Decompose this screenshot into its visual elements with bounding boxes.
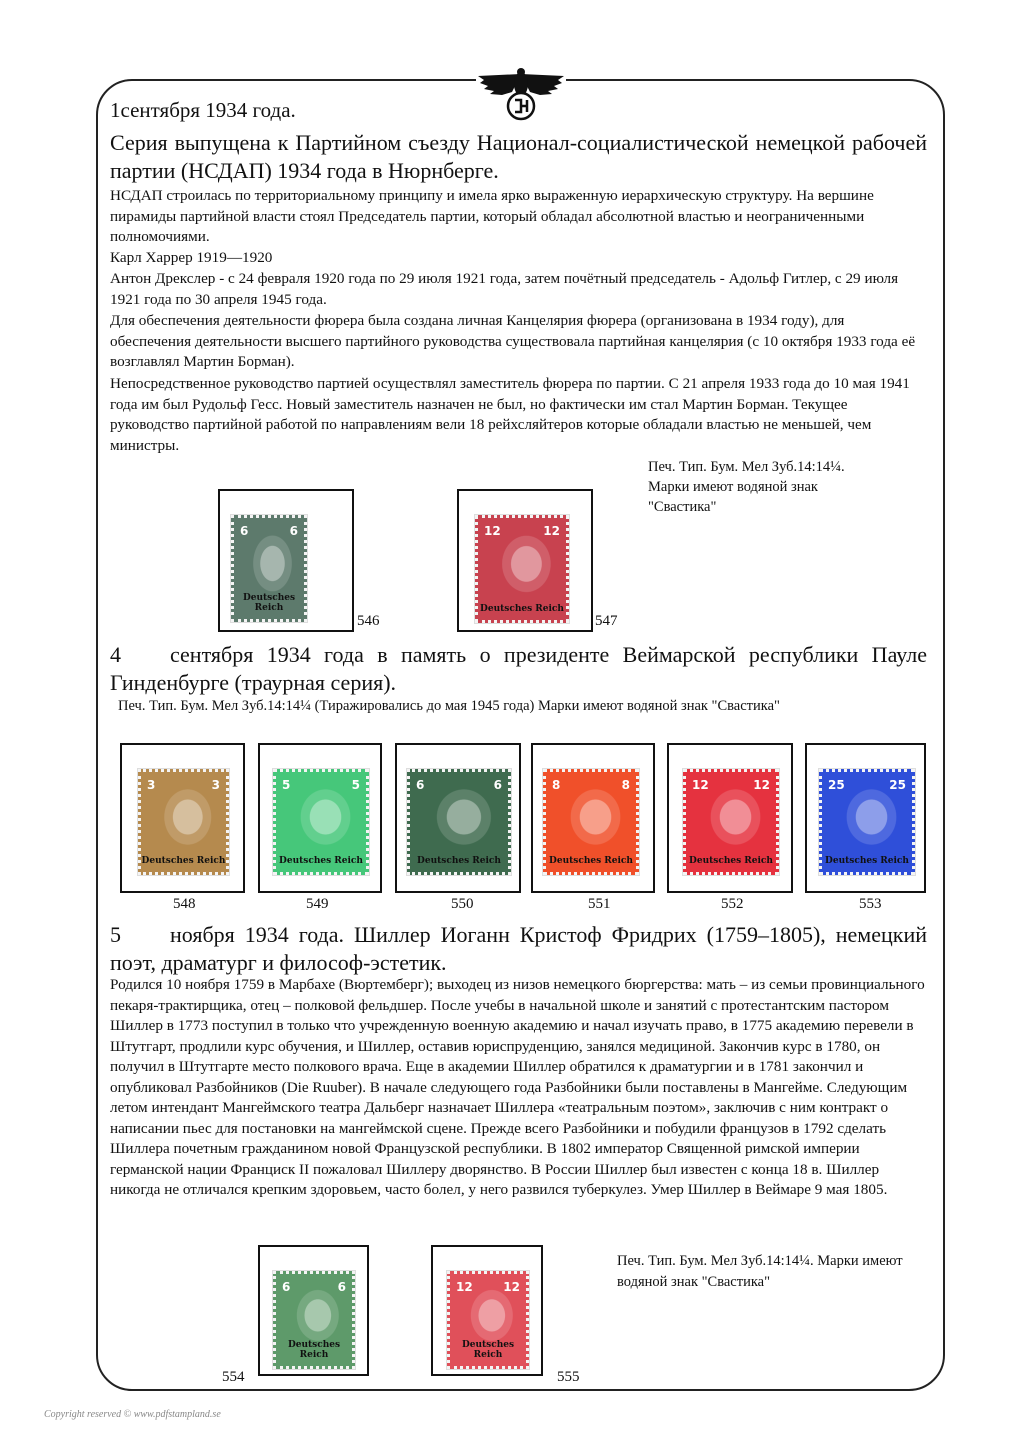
section3-tech-info: Печ. Тип. Бум. Мел Зуб.14:14¼. Марки имеют водяной знак "Свастика" [617,1253,903,1290]
section1-date: 1сентября 1934 года. [110,98,296,122]
stamp-frame-547 [457,489,593,632]
stamp-frame-549 [258,743,382,893]
stamp-552 [683,769,779,875]
stamp-denomination: 3 [147,778,156,792]
section1-para4: Для обеспечения деятельности фюрера была создана личная Канцелярия фюрера (организована в 1934 году), для обеспечения деятельности высшего партийного руководства существовала партийная канцелярия (с 10 октября 1933 года её возглавлял Мартин Борман). [110,312,916,370]
stamp-number-553: 553 [859,896,882,912]
stamp-denomination: 3 [211,778,220,792]
stamp-555 [447,1271,529,1369]
stamp-551 [543,769,639,875]
stamp-number-550: 550 [451,896,474,912]
stamp-546 [231,515,307,622]
section2-tech-info: Печ. Тип. Бум. Мел Зуб.14:14¼ (Тиражировались до мая 1945 года) Марки имеют водяной знак "Свастика" [118,698,780,714]
stamp-denomination: 6 [289,524,298,538]
eagle-emblem-icon [476,66,566,124]
section1-para1: НСДАП строилась по территориальному принципу и имела ярко выраженную иерархическую структуру. На вершине пирамиды партийной власти стоял Председатель партии, который обладал абсолютной властью и неограниченными полномочиями. [110,187,874,245]
section1-heading: Серия выпущена к Партийном съезду Национал-социалистической немецкой рабочей партии (НСДАП) 1934 года в Нюрнберге. [110,130,927,183]
section2-date-number: 4 [110,642,121,667]
stamp-denomination: 5 [282,778,291,792]
stamp-number-546: 546 [357,613,380,629]
stamp-number-555: 555 [557,1369,580,1385]
stamp-denomination: 8 [621,778,630,792]
stamp-547 [475,515,569,623]
stamp-number-548: 548 [173,896,196,912]
stamp-denomination: 12 [503,1280,520,1294]
stamp-denomination: 12 [692,778,709,792]
stamp-country: Deutsches Reich [287,1340,341,1360]
stamp-number-552: 552 [721,896,744,912]
stamp-denomination: 6 [282,1280,291,1294]
stamp-frame-552 [667,743,793,893]
stamp-denomination: 12 [484,524,501,538]
stamp-frame-551 [531,743,655,893]
stamp-denomination: 6 [337,1280,346,1294]
stamp-country: Deutsches Reich [141,856,226,866]
stamp-country: Deutsches Reich [279,856,363,866]
stamp-553 [819,769,915,875]
stamp-number-551: 551 [588,896,611,912]
stamp-frame-555 [431,1245,543,1376]
stamp-denomination: 8 [552,778,561,792]
stamp-548 [138,769,229,875]
section1-tech-info: Печ. Тип. Бум. Мел Зуб.14:14¼. Марки имеют водяной знак "Свастика" [648,459,845,515]
section2-heading: сентября 1934 года в память о президенте Веймарской республики Пауле Гинденбурге (траурная серия). [110,642,927,695]
stamp-number-554: 554 [222,1369,245,1385]
section1-para5: Непосредственное руководство партией осуществлял заместитель фюрера по партии. С 21 апреля 1933 года до 10 мая 1941 года им был Рудольф Гесс. Новый заместитель назначен не был, но фактически им стал Мартин Борман. Текущее руководство партийной работой по направлениям вели 18 рейхсляйтеров которые обладали властью не меньшей, чем министры. [110,375,910,454]
stamp-denomination: 6 [416,778,425,792]
stamp-denomination: 12 [753,778,770,792]
stamp-frame-548 [120,743,245,893]
stamp-frame-554 [258,1245,369,1376]
stamp-550 [407,769,511,875]
stamp-denomination: 12 [456,1280,473,1294]
stamp-country: Deutsches Reich [549,856,633,866]
stamp-number-549: 549 [306,896,329,912]
stamp-frame-550 [395,743,521,893]
stamp-549 [273,769,369,875]
stamp-denomination: 25 [828,778,845,792]
stamp-denomination: 6 [493,778,502,792]
stamp-country: Deutsches Reich [417,856,501,866]
stamp-denomination: 25 [889,778,906,792]
section3-heading: ноября 1934 года. Шиллер Иоганн Кристоф Фридрих (1759–1805), немецкий поэт, драматург и философ-эстетик. [110,922,927,975]
copyright-footer: Copyright reserved © www.pdfstampland.se [44,1409,221,1420]
stamp-554 [273,1271,355,1369]
stamp-frame-553 [805,743,926,893]
stamp-number-547: 547 [595,613,618,629]
stamp-denomination: 12 [543,524,560,538]
stamp-country: Deutsches Reich [480,604,564,614]
stamp-denomination: 5 [351,778,360,792]
stamp-country: Deutsches Reich [689,856,773,866]
section3-para1: Родился 10 ноября 1759 в Марбахе (Вюртемберг); выходец из низов немецкого бюргерства: мать – из семьи провинциального пекаря-трактирщика, отец – полковой фельдшер. После учебы в начальной школе и занятий с протестантским пастором Шиллер в 1773 поступил в только что учрежденную военную академию и начал изучать право, в 1775 академию перевели в Штутгарт, продлили курс обучения, и Шиллер, оставив юриспруденцию, занялся медициной. Закончив курс в 1780, он получил в Штутгарте место полкового врача. Еще в академии Шиллер обратился к драматургии и в 1781 закончил и опубликовал Разбойников (Die Ruuber). В начале следующего года Разбойники были поставлены в Мангейме. Следующим летом интендант Мангеймского театра Дальберг назначает Шиллера «театральным поэтом», заключив с ним контракт о написании пьес для постановки на мангеймской сцене. Прежде всего Разбойники и побудили французов в 1792 сделать Шиллера почетным гражданином новой Французской республики. В 1802 император Священной римской империи германской нации Франциск II пожаловал Шиллеру дворянство. В России Шиллер был известен с конца 18 в. Шиллер никогда не отличался крепким здоровьем, часто болел, у него развился туберкулез. Умер Шиллер в Веймаре 9 мая 1805. [110,976,925,1198]
section3-date-number: 5 [110,922,121,947]
stamp-denomination: 6 [240,524,249,538]
stamp-country: Deutsches Reich [825,856,909,866]
section1-para2: Карл Харрер 1919—1920 [110,249,273,266]
section1-para3: Антон Дрекслер - с 24 февраля 1920 года по 29 июля 1921 года, затем почётный председатель - Адольф Гитлер, с 29 июля 1921 года по 30 апреля 1945 года. [110,270,899,308]
stamp-frame-546 [218,489,354,632]
stamp-country: Deutsches Reich [461,1340,515,1360]
stamp-country: Deutsches Reich [242,593,296,613]
